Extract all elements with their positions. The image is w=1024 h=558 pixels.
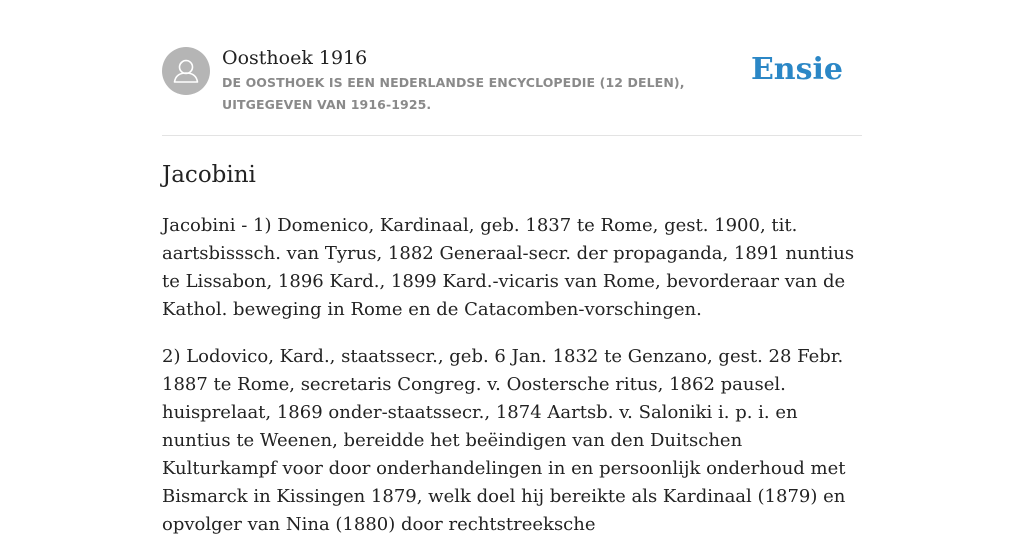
ensie-logo[interactable]: Ensie [750,52,843,87]
article-paragraph-2: 2) Lodovico, Kard., staatssecr., geb. 6 Jan. 1832 te Genzano, gest. 28 Febr. 1887 te Rome, secretaris Congreg. v. Oostersche ritus, 1862 pausel. huisprelaat, 1869 onder-staatssecr., 1874 Aartsb. v. Saloniki i. p. i. en nuntius te Weenen, bereidde het beëindigen van den Duitschen Kulturkampf voor door onderhandelingen in en persoonlijk onderhoud met Bismarck in Kissingen 1879, welk doel hij bereikte als Kardinaal (1879) en opvolger van Nina (1880) door rechtstreeksche [162,346,846,535]
user-icon[interactable] [162,47,210,95]
user-silhouette-icon [162,47,210,95]
source-header [162,46,862,116]
header-divider [162,135,862,136]
article-title: Jacobini [162,162,256,188]
source-description: DE OOSTHOEK IS EEN NEDERLANDSE ENCYCLOPEDIE (12 DELEN), UITGEGEVEN VAN 1916-1925. [222,75,685,112]
article-body [162,212,862,558]
article-paragraph-1: Jacobini - 1) Domenico, Kardinaal, geb. 1837 te Rome, gest. 1900, tit. aartsbisssch. van Tyrus, 1882 Generaal-secr. der propaganda, 1891 nuntius te Lissabon, 1896 Kard., 1899 Kard.-vicaris van Rome, bevorderaar van de Kathol. beweging in Rome en de Catacomben-vorschingen. [162,215,855,320]
source-name-link[interactable]: Oosthoek 1916 [222,47,368,69]
